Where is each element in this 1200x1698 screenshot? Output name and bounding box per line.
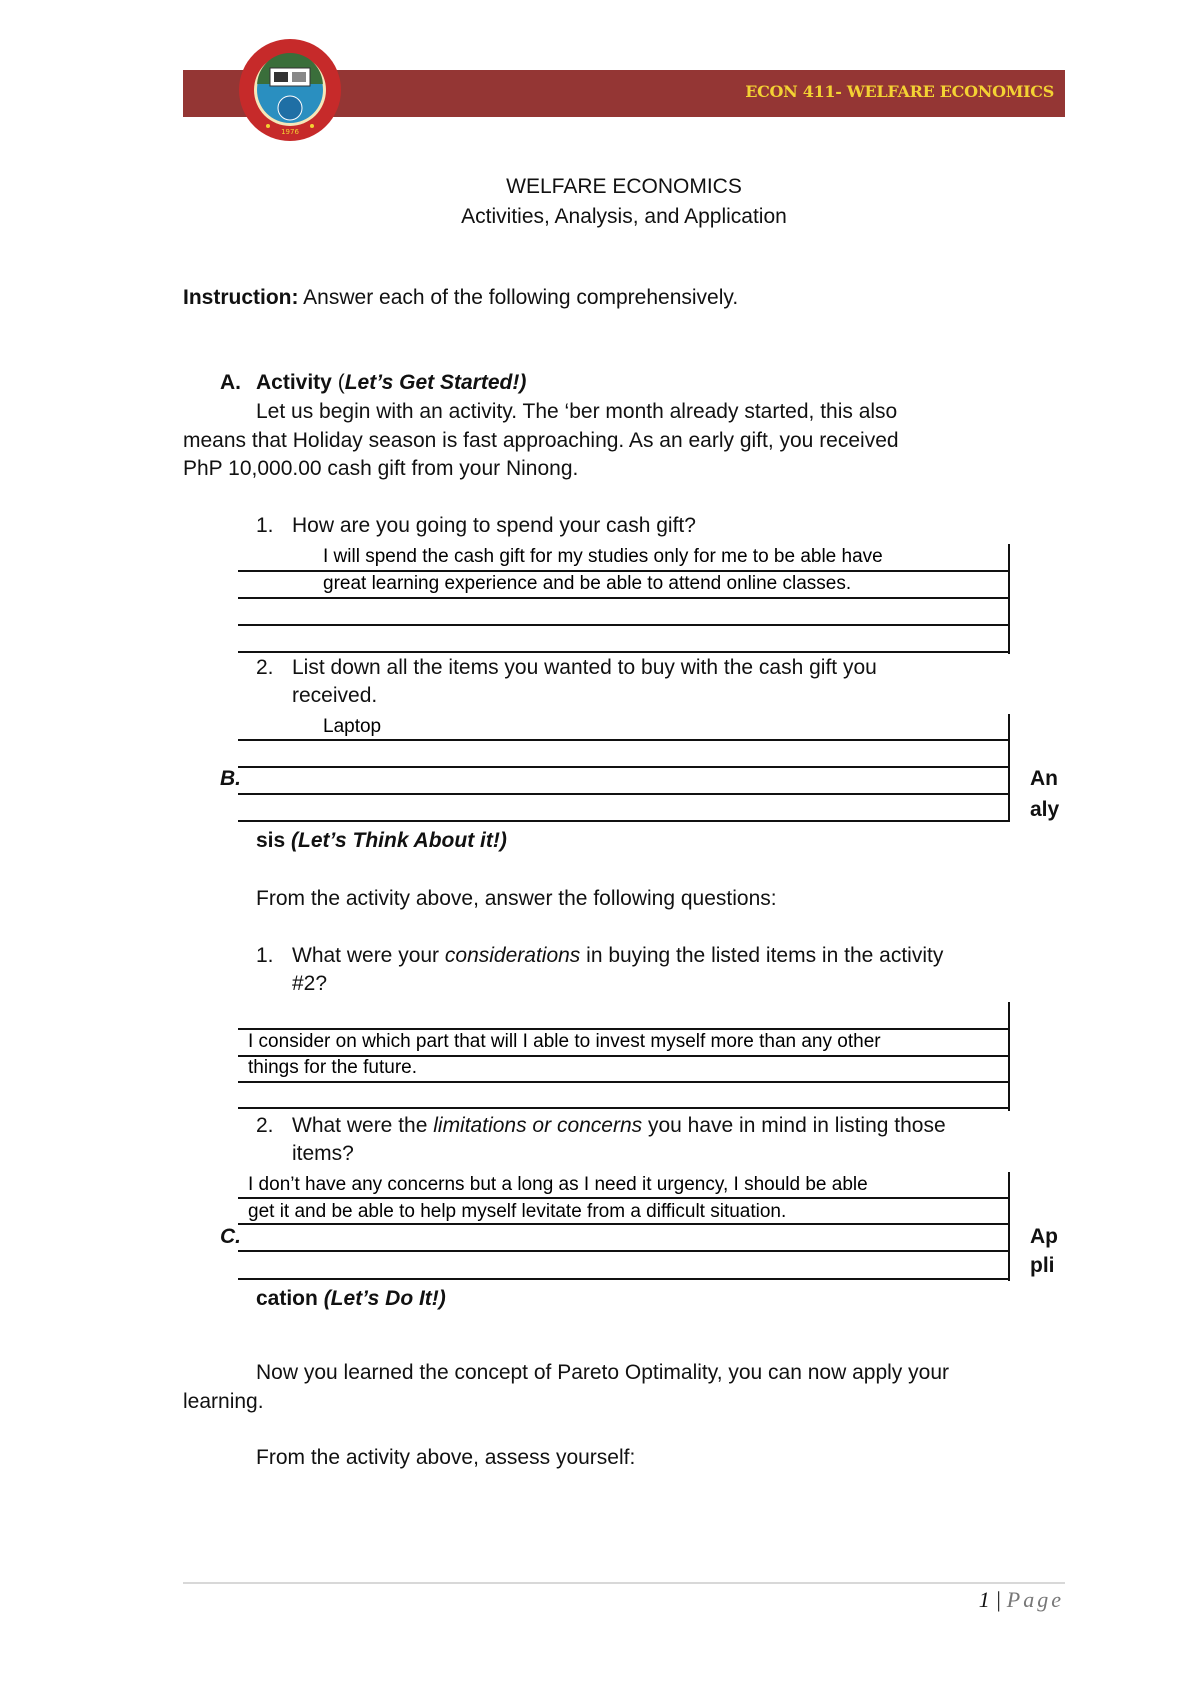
section-a-title: Activity — [256, 371, 332, 394]
answer-line — [238, 820, 1010, 822]
answer-line — [238, 793, 1010, 795]
question-b2-number: 2. — [256, 1114, 274, 1137]
question-a2-number: 2. — [256, 656, 274, 679]
question-b1-line-2: #2? — [292, 972, 328, 995]
answer-b1-line-2[interactable]: things for the future. — [248, 1057, 417, 1078]
instruction-label: Instruction: — [183, 286, 299, 309]
footer-divider — [183, 1582, 1065, 1584]
page-number-value: 1 — [978, 1587, 990, 1612]
section-c-letter: C. — [220, 1225, 241, 1248]
page-subtitle: Activities, Analysis, and Application — [461, 205, 787, 228]
answer-line — [238, 766, 1010, 768]
answer-b2-line-1[interactable]: I don’t have any concerns but a long as I need it urgency, I should be able — [248, 1174, 868, 1195]
answer-box-a1-border — [1008, 544, 1010, 654]
instruction — [183, 283, 738, 312]
section-c-subtitle: (Let’s Do It!) — [323, 1287, 446, 1310]
section-c-paragraph-2: learning. — [183, 1390, 264, 1413]
university-seal-icon — [238, 38, 342, 142]
section-b-title-part-3: sis — [256, 829, 286, 852]
svg-text:1976: 1976 — [281, 128, 299, 136]
question-b1-emphasis: considerations — [444, 944, 581, 967]
section-c-title-part-3: cation — [256, 1287, 318, 1310]
section-a-intro-1: Let us begin with an activity. The ‘ber month already started, this also — [256, 400, 898, 423]
page-label: Page — [1006, 1587, 1064, 1612]
question-a2-line-2: received. — [292, 684, 378, 707]
answer-line — [238, 739, 1010, 741]
course-title: ECON 411- WELFARE ECONOMICS — [745, 82, 1054, 101]
section-c-paragraph-1: Now you learned the concept of Pareto Optimality, you can now apply your — [256, 1361, 949, 1384]
question-b2-line-2: items? — [292, 1142, 354, 1165]
answer-line — [238, 1250, 1010, 1252]
section-b-title-part-1: An — [1030, 767, 1058, 790]
question-b2-emphasis: limitations or concerns — [433, 1114, 643, 1137]
section-c-heading — [256, 1284, 446, 1313]
section-b-letter: B. — [220, 767, 241, 790]
answer-line — [238, 1197, 1010, 1199]
page-title: WELFARE ECONOMICS — [506, 175, 742, 198]
answer-b2-line-2[interactable]: get it and be able to help myself levitate from a difficult situation. — [248, 1201, 787, 1222]
answer-line — [238, 570, 1010, 572]
question-a2-line-1: List down all the items you wanted to buy with the cash gift you — [292, 656, 877, 679]
answer-line — [238, 1028, 1010, 1030]
answer-line — [238, 624, 1010, 626]
answer-line — [238, 597, 1010, 599]
section-a-heading: Activity (Let’s Get Started!) — [256, 371, 527, 394]
answer-line — [238, 1278, 1010, 1280]
section-c-title-part-2: pli — [1030, 1254, 1055, 1277]
answer-a1-line-1[interactable]: I will spend the cash gift for my studies only for me to be able have — [323, 546, 883, 567]
question-a1: How are you going to spend your cash gift? — [292, 514, 696, 537]
question-a1-number: 1. — [256, 514, 274, 537]
instruction-text: Answer each of the following comprehensively. — [298, 286, 739, 309]
answer-box-a2-border — [1008, 714, 1010, 822]
section-a-intro-2: means that Holiday season is fast approaching. As an early gift, you received — [183, 429, 899, 452]
section-b-intro: From the activity above, answer the following questions: — [256, 887, 777, 910]
answer-line — [238, 1107, 1010, 1109]
page-number: 1 | Page — [978, 1587, 1064, 1612]
answer-a1-line-2[interactable]: great learning experience and be able to attend online classes. — [323, 573, 852, 594]
answer-line — [238, 1223, 1010, 1225]
section-b-subtitle: (Let’s Think About it!) — [291, 829, 507, 852]
question-b1-number: 1. — [256, 944, 274, 967]
section-c-assess: From the activity above, assess yourself: — [256, 1446, 636, 1469]
answer-b1-line-1[interactable]: I consider on which part that will I able to invest myself more than any other — [248, 1031, 881, 1052]
question-b2-line-1: What were the limitations or concerns you have in mind in listing those — [292, 1114, 946, 1137]
section-b-heading — [256, 826, 507, 855]
question-b1-line-1: What were your considerations in buying the listed items in the activity — [292, 944, 944, 967]
section-a-letter: A. — [220, 371, 241, 394]
answer-a2[interactable]: Laptop — [323, 716, 382, 737]
section-b-title-part-2: aly — [1030, 798, 1060, 821]
section-c-title-part-1: Ap — [1030, 1225, 1058, 1248]
answer-box-b2-border — [1008, 1172, 1010, 1281]
answer-line — [238, 1081, 1010, 1083]
section-a-intro-3: PhP 10,000.00 cash gift from your Ninong. — [183, 457, 579, 480]
section-a-subtitle: Let’s Get Started!) — [344, 371, 527, 394]
